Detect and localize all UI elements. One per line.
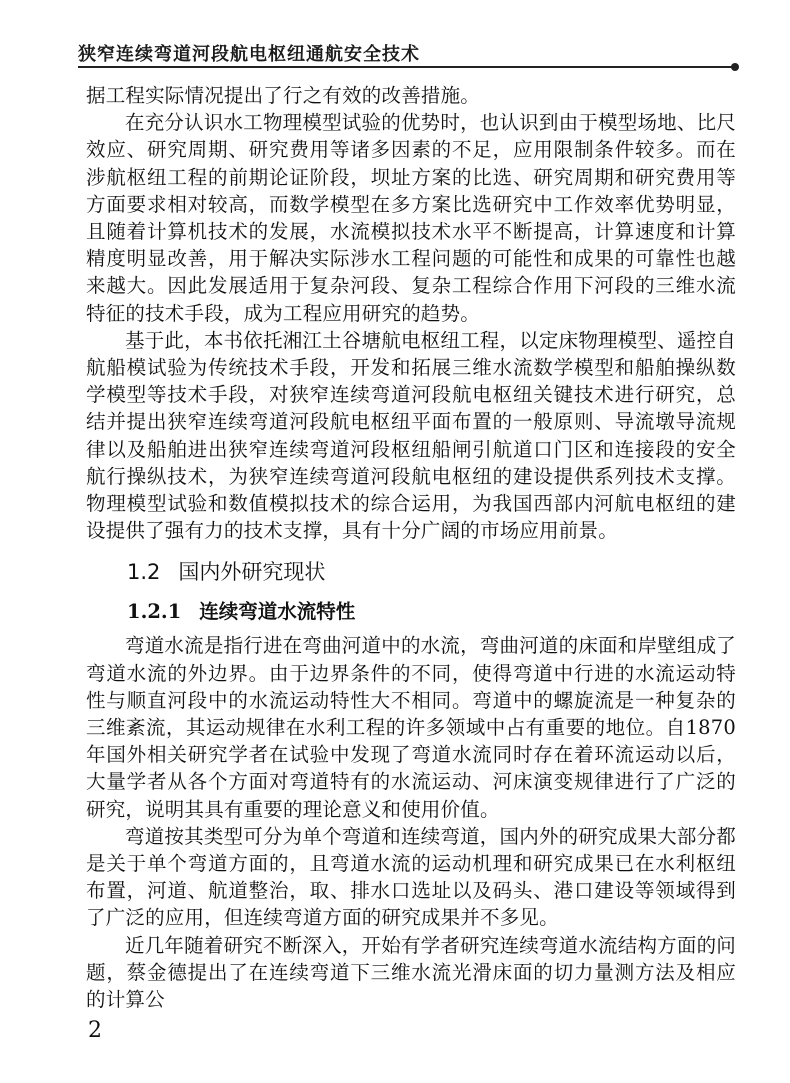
paragraph-3: 基于此，本书依托湘江土谷塘航电枢纽工程，以定床物理模型、遥控自航船模试验为传统技术手段，开发和拓展三维水流数学模型和船舶操纵数学模型等技术手段，对狭窄连续弯道河段航电枢纽关键技术进行研究，总结并提出狭窄连续弯道河段航电枢纽平面布置的一般原则、导流墩导流规律以及船舶进出狭窄连续弯道河段枢纽船闸引航道口门区和连接段的安全航行操纵技术，为狭窄连续弯道河段航电枢纽的建设提供系列技术支撑。物理模型试验和数值模拟技术的综合运用，为我国西部内河航电枢纽的建设提供了强有力的技术支撑，具有十分广阔的市场应用前景。 [86,328,736,543]
paragraph-4: 弯道水流是指行进在弯曲河道中的水流，弯曲河道的床面和岸壁组成了弯道水流的外边界。由于边界条件的不同，使得弯道中行进的水流运动特性与顺直河段中的水流运动特性大不相同。弯道中的螺旋流是一种复杂的三维紊流，其运动规律在水利工程的许多领域中占有重要的地位。自1870年国外相关研究学者在试验中发现了弯道水流同时存在着环流运动以后，大量学者从各个方面对弯道特有的水流运动、河床演变规律进行了广泛的研究，说明其具有重要的理论意义和使用价值。 [86,634,736,821]
paragraph-6: 近几年随着研究不断深入，开始有学者研究连续弯道水流结构方面的问题，蔡金德提出了在连续弯道下三维水流光滑床面的切力量测方法及相应的计算公 [86,933,736,1012]
paragraph-1: 据工程实际情况提出了行之有效的改善措施。 [86,84,481,107]
header-rule [78,66,733,68]
running-header-title: 狭窄连续弯道河段航电枢纽通航安全技术 [78,44,420,65]
subsection-heading [86,598,736,626]
paragraph-2: 在充分认识水工物理模型试验的优势时，也认识到由于模型场地、比尺效应、研究周期、研究费用等诸多因素的不足，应用限制条件较多。而在涉航枢纽工程的前期论证阶段，坝址方案的比选、研究周期和研究费用等方面要求相对较高，而数学模型在多方案比选研究中工作效率优势明显，且随着计算机技术的发展，水流模拟技术水平不断提高，计算速度和计算精度明显改善，用于解决实际涉水工程问题的可能性和成果的可靠性也越来越大。因此发展适用于复杂河段、复杂工程综合作用下河段的三维水流特征的技术手段，成为工程应用研究的趋势。 [86,111,736,325]
section-title: 国内外研究现状 [178,560,326,585]
section-number: 1.2 [127,560,161,585]
section-heading [86,558,736,586]
body-text [86,82,736,1013]
page-number: 2 [88,1018,102,1043]
paragraph-5: 弯道按其类型可分为单个弯道和连续弯道，国内外的研究成果大部分都是关于单个弯道方面的，且弯道水流的运动机理和研究成果已在水利枢纽布置，河道、航道整治，取、排水口选址以及码头、港口建设等领域得到了广泛的应用，但连续弯道方面的研究成果并不多见。 [86,824,736,930]
header-rule-dot [731,63,739,71]
subsection-title: 连续弯道水流特性 [199,600,356,624]
subsection-number: 1.2.1 [127,600,182,624]
